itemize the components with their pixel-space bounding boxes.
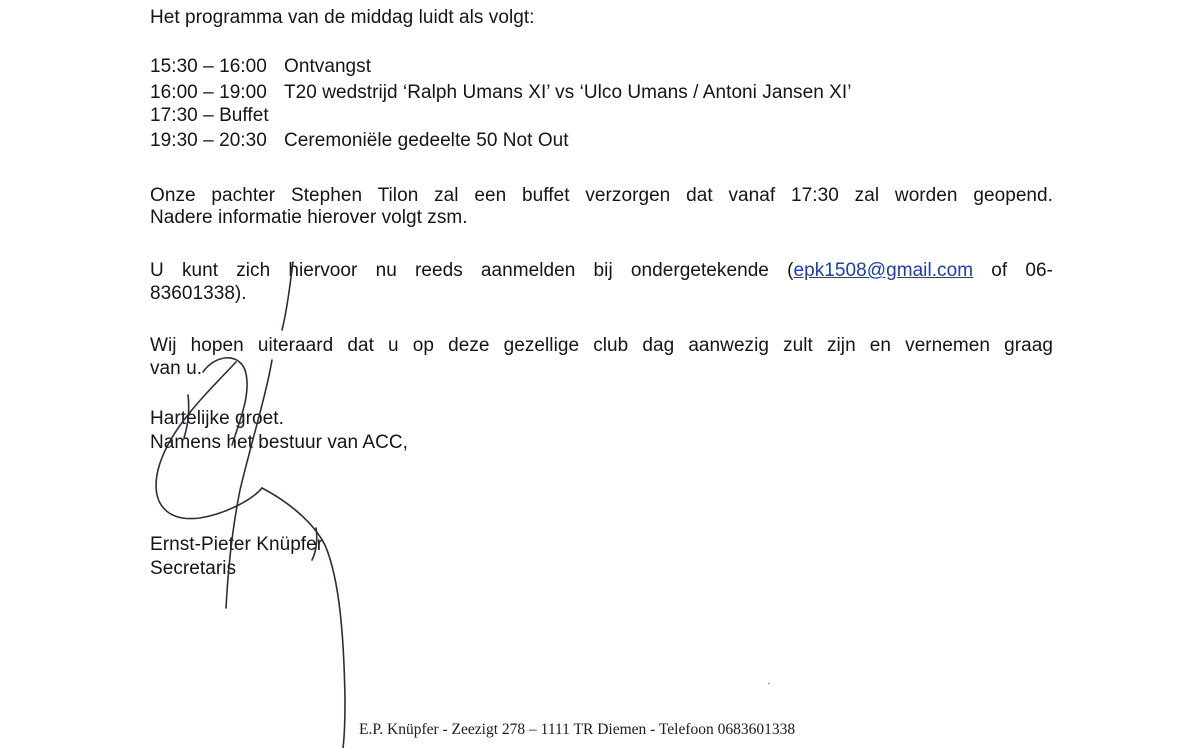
- buffet-paragraph-line: Nadere informatie hierover volgt zsm.: [150, 207, 468, 228]
- program-item: [150, 129, 569, 152]
- program-activity: T20 wedstrijd ‘Ralph Umans XI’ vs ‘Ulco Umans / Antoni Jansen XI’: [284, 82, 852, 103]
- scan-speck: [768, 683, 770, 684]
- letter-footer: E.P. Knüpfer - Zeezigt 278 – 1111 TR Diemen - Telefoon 0683601338: [359, 721, 796, 738]
- closing-paragraph-line: van u.: [150, 358, 203, 379]
- program-item: [150, 55, 371, 78]
- signer-name: Ernst-Pieter Knüpfer: [150, 534, 324, 555]
- program-activity: Ceremoniële gedeelte 50 Not Out: [284, 130, 569, 151]
- buffet-paragraph-line: Onze pachter Stephen Tilon zal een buffet verzorgen dat vanaf 17:30 zal worden geopend.: [150, 185, 1053, 206]
- program-item: [150, 81, 852, 104]
- program-intro: Het programma van de middag luidt als volgt:: [150, 7, 535, 28]
- signer-role: Secretaris: [150, 558, 237, 579]
- program-time: 16:00 – 19:00: [150, 82, 267, 103]
- program-time: 19:30 – 20:30: [150, 130, 267, 151]
- program-time: 15:30 – 16:00: [150, 56, 267, 77]
- signup-phone-start: of 06-: [973, 260, 1053, 281]
- greeting: Hartelijke groet.: [150, 408, 284, 429]
- program-item: [150, 104, 269, 127]
- signup-text: U kunt zich hiervoor nu reeds aanmelden bij ondergetekende (: [150, 260, 794, 281]
- program-activity: Ontvangst: [284, 56, 372, 77]
- email-link[interactable]: epk1508@gmail.com: [793, 260, 974, 281]
- signup-paragraph-line: 83601338).: [150, 283, 247, 304]
- closing-paragraph-line: Wij hopen uiteraard dat u op deze gezellige club dag aanwezig zult zijn en vernemen graag: [150, 335, 1053, 356]
- program-time: 17:30 – Buffet: [150, 105, 269, 126]
- on-behalf-line: Namens het bestuur van ACC,: [150, 432, 408, 453]
- signup-paragraph-line: [150, 259, 1053, 282]
